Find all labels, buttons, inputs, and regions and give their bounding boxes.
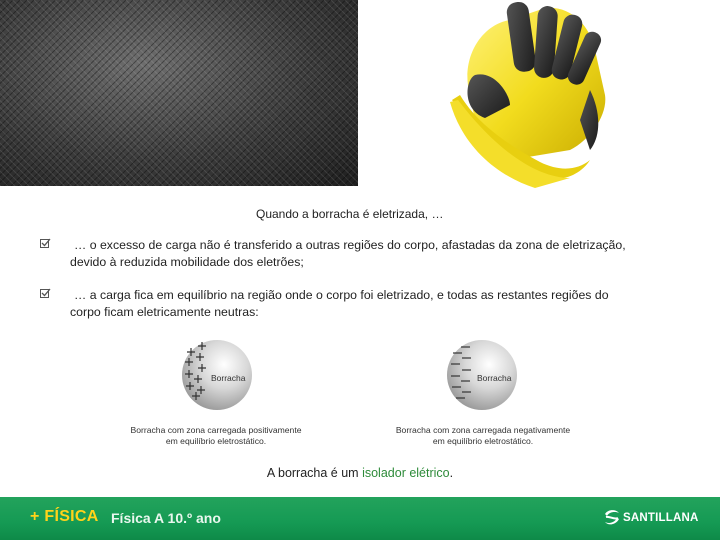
sphere-caption xyxy=(368,425,598,447)
bullet-line: devido à reduzida mobilidade dos eletrões; xyxy=(70,255,304,269)
sphere-label: Borracha xyxy=(211,373,246,383)
bullet-line: … a carga fica em equilíbrio na região onde o corpo foi eletrizado, e todas as restantes regiões do xyxy=(74,288,609,302)
conclusion-text xyxy=(0,466,720,480)
caption-line: Borracha com zona carregada negativamente xyxy=(395,425,571,435)
rubber-texture-image xyxy=(0,0,358,186)
caption-line: em equilíbrio eletrostático. xyxy=(432,436,534,446)
checkbox-icon xyxy=(40,288,51,299)
sphere-label: Borracha xyxy=(477,373,512,383)
rubber-glove-image xyxy=(440,0,618,190)
sphere-caption xyxy=(101,425,331,447)
bullet-item xyxy=(40,287,690,321)
conclusion-prefix: A borracha é um xyxy=(266,466,363,480)
intro-text: Quando a borracha é eletrizada, … xyxy=(256,207,444,221)
checkbox-icon xyxy=(40,238,51,249)
course-title: Física A 10.º ano xyxy=(111,510,221,526)
footer-bar xyxy=(0,497,720,540)
caption-line: Borracha com zona carregada positivamente xyxy=(130,425,302,435)
santillana-logo-icon xyxy=(602,508,622,528)
caption-line: em equilíbrio eletrostático. xyxy=(165,436,267,446)
brand-logo: + FÍSICA xyxy=(30,508,99,525)
bullet-line: … o excesso de carga não é transferido a outras regiões do corpo, afastadas da zona de eletrização, xyxy=(74,238,626,252)
bullet-line: corpo ficam eletricamente neutras: xyxy=(70,305,259,319)
conclusion-highlight: isolador elétrico xyxy=(362,466,450,480)
bullet-item xyxy=(40,237,690,271)
publisher-name: SANTILLANA xyxy=(623,512,699,524)
conclusion-suffix: . xyxy=(449,466,454,480)
